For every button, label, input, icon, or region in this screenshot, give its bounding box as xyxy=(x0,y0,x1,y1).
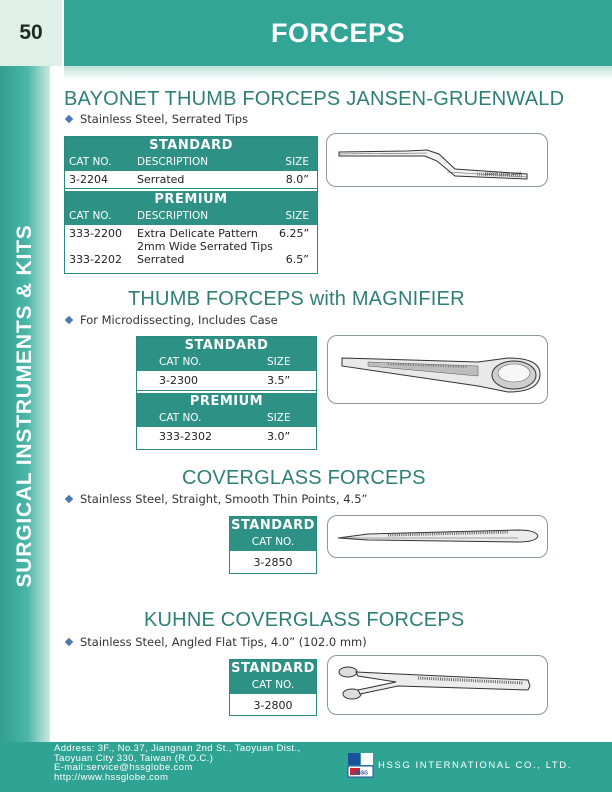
section-title-bayonet: BAYONET THUMB FORCEPS JANSEN-GRUENWALD xyxy=(64,88,565,110)
bullet-text: Stainless Steel, Straight, Smooth Thin Points, 4.5” xyxy=(80,492,368,506)
col-header: CAT NO. xyxy=(69,210,112,222)
page-number: 50 xyxy=(19,21,43,44)
table-band-standard xyxy=(137,337,316,371)
sidebar-label: SURGICAL INSTRUMENTS & KITS xyxy=(13,224,36,588)
image-bayonet-forceps xyxy=(326,133,548,187)
company-name: HSSG INTERNATIONAL CO., LTD. xyxy=(378,760,573,771)
hssg-logo-icon xyxy=(347,752,374,778)
diamond-bullet-icon xyxy=(65,115,73,123)
cat-no: 3-2204 xyxy=(69,173,108,186)
description: Serrated xyxy=(137,173,185,186)
kuhne-forceps-illustration xyxy=(328,656,549,716)
table-row xyxy=(230,551,316,569)
col-header: DESCRIPTION xyxy=(137,210,209,222)
table-band-premium xyxy=(65,191,317,225)
cat-no: 333-2302 xyxy=(159,430,212,443)
table-band-premium xyxy=(137,393,316,427)
table-band-standard xyxy=(230,517,316,551)
bullet-text: Stainless Steel, Angled Flat Tips, 4.0” (102.0 mm) xyxy=(80,635,367,649)
col-header: CAT NO. xyxy=(159,412,202,424)
band-title: STANDARD xyxy=(231,518,315,533)
image-magnifier-forceps xyxy=(327,335,548,404)
page-number-box xyxy=(0,0,62,66)
cat-no: 3-2300 xyxy=(159,374,198,387)
diamond-bullet-icon xyxy=(65,316,73,324)
footer-address xyxy=(54,744,301,782)
col-header: DESCRIPTION xyxy=(137,156,209,168)
band-title: STANDARD xyxy=(184,338,269,353)
logo-text: HSSG xyxy=(353,770,369,777)
table-row xyxy=(137,427,316,443)
cat-no: 3-2800 xyxy=(253,699,293,712)
band-title: STANDARD xyxy=(149,138,233,153)
col-header: CAT NO. xyxy=(251,536,295,548)
bullet-text: Stainless Steel, Serrated Tips xyxy=(80,112,249,126)
table-row xyxy=(137,371,316,391)
cat-no: 3-2850 xyxy=(253,556,293,569)
col-header: SIZE xyxy=(267,356,291,368)
website-line: http://www.hssglobe.com xyxy=(54,771,169,783)
table-row xyxy=(65,225,317,240)
diamond-bullet-icon xyxy=(65,495,73,503)
band-title: PREMIUM xyxy=(154,192,228,207)
band-title: PREMIUM xyxy=(189,394,264,409)
header-bar xyxy=(64,0,612,66)
table-row xyxy=(230,694,316,712)
sidebar xyxy=(0,66,50,742)
size xyxy=(279,240,317,253)
bullet-magnifier xyxy=(66,313,278,327)
description: Extra Delicate Pattern xyxy=(137,227,258,240)
email-line: E-mail:service@hssglobe.com xyxy=(54,762,193,774)
band-title: STANDARD xyxy=(231,661,315,676)
bullet-text: For Microdissecting, Includes Case xyxy=(80,313,278,327)
col-header: CAT NO. xyxy=(159,356,202,368)
section-title-kuhne: KUHNE COVERGLASS FORCEPS xyxy=(144,609,465,631)
description: 2mm Wide Serrated Tips xyxy=(137,240,273,253)
size: 6.5” xyxy=(285,253,309,266)
section-title-coverglass: COVERGLASS FORCEPS xyxy=(182,467,426,489)
cat-no: 333-2202 xyxy=(69,253,122,266)
bullet-coverglass xyxy=(66,492,367,506)
table-row xyxy=(65,240,317,253)
address-line: Taoyuan City 330, Taiwan (R.O.C.) xyxy=(54,752,214,764)
col-header: CAT NO. xyxy=(251,679,295,691)
page-title: FORCEPS xyxy=(270,17,406,48)
magnifier-forceps-illustration xyxy=(328,336,549,405)
col-header: CAT NO. xyxy=(69,156,112,168)
coverglass-forceps-illustration xyxy=(328,516,549,559)
table-band-standard xyxy=(230,660,316,694)
col-header: SIZE xyxy=(285,210,309,222)
cat-no: 333-2200 xyxy=(69,227,122,240)
description: Serrated xyxy=(137,253,185,266)
size: 3.5” xyxy=(267,374,291,387)
bullet-bayonet xyxy=(66,112,248,126)
bayonet-forceps-illustration xyxy=(327,134,549,188)
section-title-magnifier: THUMB FORCEPS with MAGNIFIER xyxy=(128,288,465,310)
header-gradient xyxy=(64,66,612,80)
diamond-bullet-icon xyxy=(65,638,73,646)
table-magnifier xyxy=(136,336,317,450)
col-header: SIZE xyxy=(267,412,291,424)
address-line: Address: 3F., No.37, Jiangnan 2nd St., Taoyuan Dist., xyxy=(54,743,301,754)
image-kuhne-forceps xyxy=(327,655,548,715)
image-inscription: Jansen Gruenwald xyxy=(485,171,522,176)
cat-no xyxy=(65,240,137,253)
table-bayonet xyxy=(64,136,318,274)
col-header: SIZE xyxy=(285,156,309,168)
table-kuhne xyxy=(229,659,317,716)
table-row xyxy=(65,253,317,266)
size: 6.25” xyxy=(279,227,310,240)
size: 8.0” xyxy=(285,173,309,186)
bullet-kuhne xyxy=(66,635,367,649)
table-coverglass xyxy=(229,516,317,574)
size: 3.0” xyxy=(267,430,291,443)
table-row xyxy=(65,171,317,189)
image-coverglass-forceps xyxy=(327,515,548,558)
table-band-standard xyxy=(65,137,317,171)
